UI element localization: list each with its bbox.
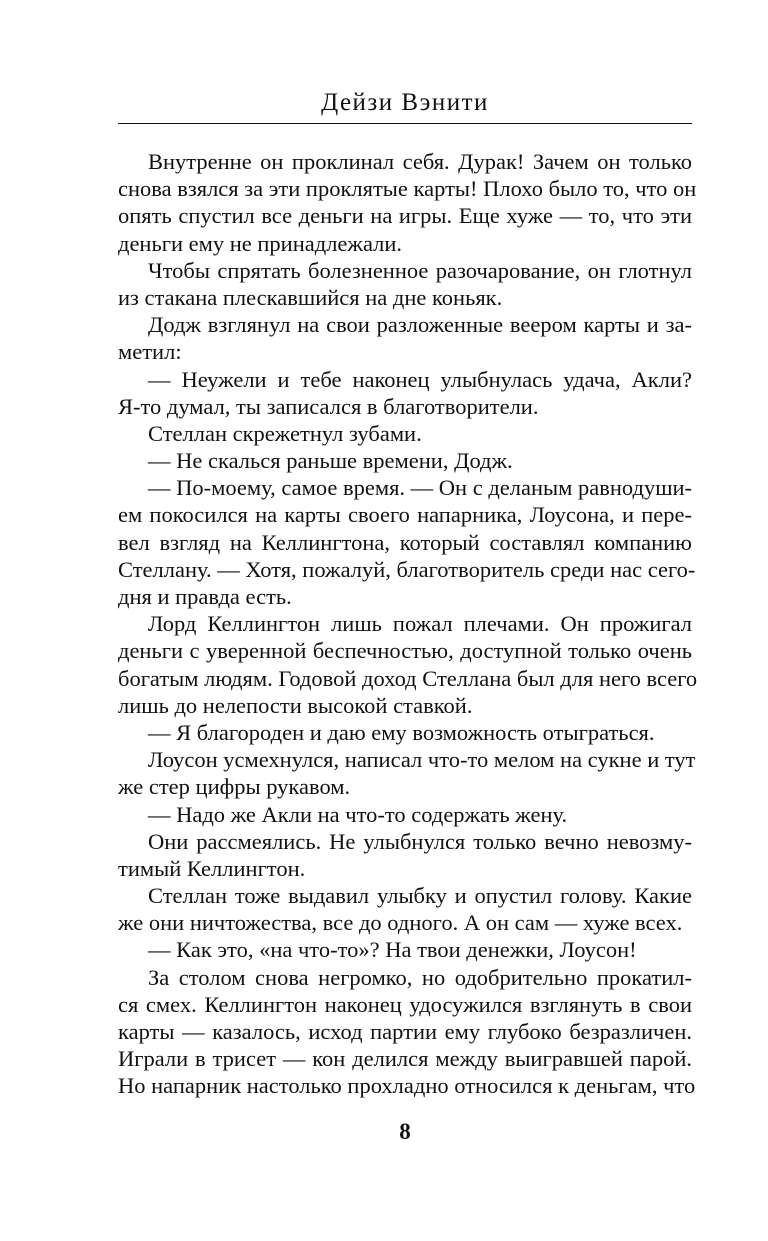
text-line: богатым людям. Годовой доход Стеллана был для него всего (118, 665, 698, 691)
text-line: — Неужели и тебе наконец улыбнулась удача, Акли? (148, 366, 692, 392)
text-line: деньги ему не принадлежали. (118, 230, 403, 256)
text-line: Они рассмеялись. Не улыбнулся только вечно невозму- (148, 828, 692, 854)
text-line: Чтобы спрятать болезненное разочарование, он глотнул (148, 257, 692, 283)
text-line: дня и правда есть. (118, 584, 292, 609)
text-line: Додж взглянул на свои разложенные веером карты и за- (148, 312, 692, 338)
text-line: карты — казалось, исход партии ему глубоко безразличен. (118, 1019, 692, 1044)
text-line: метил: (118, 339, 182, 365)
text-line: Стеллану. — Хотя, пожалуй, благотворитель среди нас сего- (118, 556, 696, 582)
text-line: ся смех. Келлингтон наконец удосужился взглянуть в свои (118, 991, 692, 1017)
text-line: ем покосился на карты своего напарника, Лоусона, и пере- (118, 502, 692, 528)
text-line: — Я благороден и даю ему возможность отыграться. (148, 719, 655, 745)
body-text (118, 148, 698, 1100)
text-line: снова взялся за эти проклятые карты! Плохо было то, что он (118, 176, 697, 202)
text-line: Но напарник настолько прохладно относился к деньгам, что (118, 1073, 696, 1099)
text-line: Лорд Келлингтон лишь пожал плечами. Он прожигал (148, 611, 692, 637)
text-line: Стеллан тоже выдавил улыбку и опустил голову. Какие (148, 883, 692, 909)
page-number: 8 (399, 1119, 411, 1144)
text-line: опять спустил все деньги на игры. Еще хуже — то, что эти (118, 203, 692, 229)
text-line: — Надо же Акли на что-то содержать жену. (148, 801, 568, 827)
text-line: Играли в трисет — кон делился между выигравшей парой. (118, 1046, 692, 1072)
text-line: лишь до нелепости высокой ставкой. (118, 692, 473, 718)
text-line: Внутренне он проклинал себя. Дурак! Зачем он только (148, 149, 692, 174)
text-line: — По-моему, самое время. — Он с деланым равнодуши- (148, 475, 693, 501)
text-line: Стеллан скрежетнул зубами. (148, 420, 422, 446)
text-line: из стакана плескавшийся на дне коньяк. (118, 284, 503, 310)
text-line: деньги с уверенной беспечностью, доступной только очень (118, 638, 692, 664)
text-line: — Не скалься раньше времени, Додж. (148, 448, 513, 474)
header-rule (118, 123, 692, 124)
running-head-title: Дейзи Вэнити (321, 89, 489, 116)
text-line: Я-то думал, ты записался в благотворители. (118, 393, 539, 419)
text-line: вел взгляд на Келлингтона, который составлял компанию (118, 529, 692, 555)
text-line: же стер цифры рукавом. (118, 774, 351, 800)
text-line: Лоусон усмехнулся, написал что-то мелом на сукне и тут (148, 747, 696, 773)
text-line: За столом снова негромко, но одобрительно прокатил- (148, 964, 692, 990)
text-line: — Как это, «на что-то»? На твои денежки, Лоусон! (148, 937, 637, 963)
text-line: тимый Келлингтон. (118, 855, 306, 881)
text-line: же они ничтожества, все до одного. А он сам — хуже всех. (118, 910, 683, 936)
